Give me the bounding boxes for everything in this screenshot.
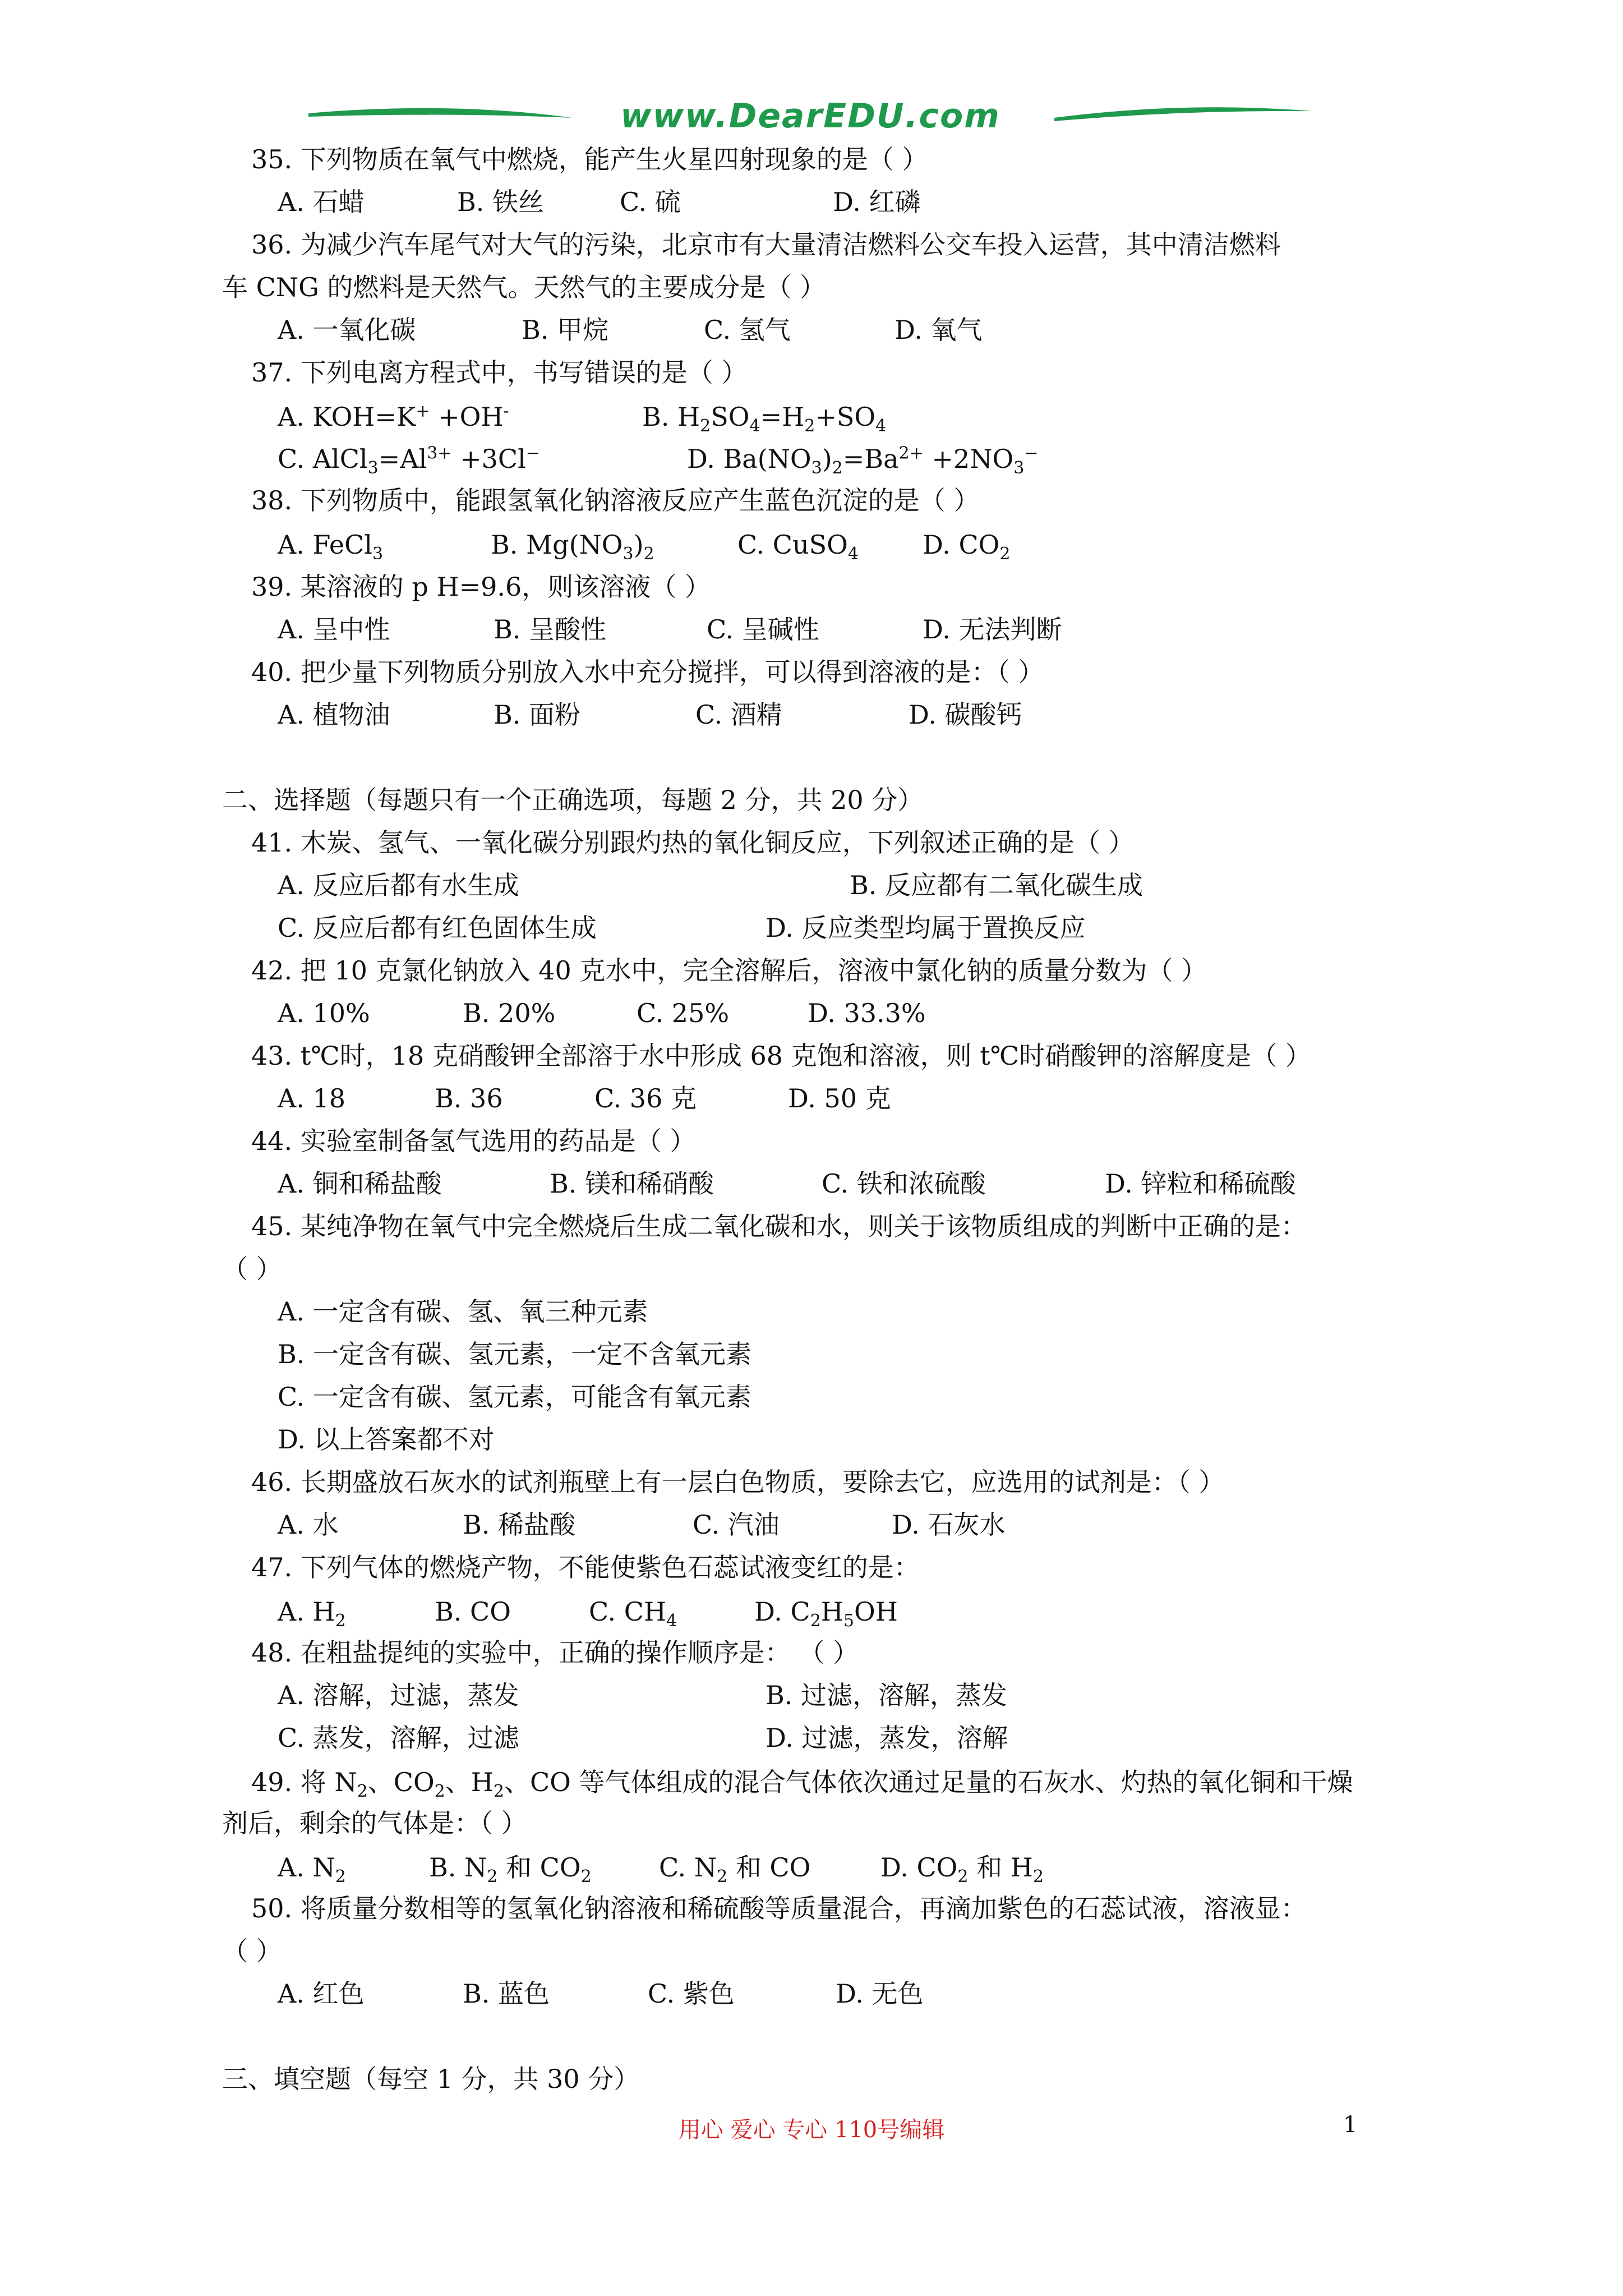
q42-options bbox=[278, 996, 926, 1030]
q37-options-row2 bbox=[278, 441, 1038, 476]
q38-stem: 38. 下列物质中，能跟氢氧化钠溶液反应产生蓝色沉淀的是（ ） bbox=[251, 485, 980, 516]
q37-option-a: A. KOH=K+ +OH- bbox=[278, 401, 509, 432]
section-3-heading: 三、填空题（每空 1 分，共 30 分） bbox=[222, 2064, 640, 2094]
q36-options bbox=[278, 312, 983, 347]
q50-option-c: C. 紫色 bbox=[648, 1978, 735, 2009]
q36-option-b: B. 甲烷 bbox=[522, 315, 609, 345]
q49-option-d: D. $CO_2$ 和 $H_2$ bbox=[880, 1852, 1044, 1887]
q35-stem: 35. 下列物质在氧气中燃烧，能产生火星四射现象的是（ ） bbox=[251, 144, 928, 174]
q35-option-a: A. 石蜡 bbox=[278, 187, 365, 217]
q41-option-a: A. 反应后都有水生成 bbox=[278, 870, 519, 900]
q37-options-row1 bbox=[278, 399, 886, 434]
q43-options bbox=[278, 1081, 891, 1116]
q41-option-d: D. 反应类型均属于置换反应 bbox=[766, 913, 1086, 943]
q35-option-b: B. 铁丝 bbox=[457, 187, 545, 217]
q50-option-d: D. 无色 bbox=[836, 1978, 924, 2009]
q42-stem: 42. 把 10 克氯化钠放入 40 克水中，完全溶解后，溶液中氯化钠的质量分数为（ ） bbox=[251, 955, 1207, 986]
q50-options bbox=[278, 1976, 924, 2011]
q45-option-c: C. 一定含有碳、氢元素，可能含有氧元素 bbox=[278, 1382, 751, 1412]
q40-option-c: C. 酒精 bbox=[695, 700, 782, 730]
q47-option-b: B. CO bbox=[435, 1596, 511, 1627]
site-header-logo bbox=[308, 95, 1312, 140]
q40-options bbox=[278, 697, 1022, 732]
q39-option-a: A. 呈中性 bbox=[278, 614, 390, 645]
section-2-heading: 二、选择题（每题只有一个正确选项，每题 2 分，共 20 分） bbox=[222, 785, 924, 815]
q44-stem: 44. 实验室制备氢气选用的药品是（ ） bbox=[251, 1126, 696, 1156]
q46-options bbox=[278, 1507, 1006, 1542]
q44-option-b: B. 镁和稀硝酸 bbox=[550, 1168, 714, 1199]
q49-stem-line1: 49. 将 $N_2$、$CO_2$、$H_2$、CO 等气体组成的混合气体依次通过足量的石灰水、灼热的氧化铜和干燥 bbox=[251, 1767, 1353, 1802]
q39-option-d: D. 无法判断 bbox=[923, 614, 1062, 645]
q38-option-c: C. CuSO$_4$ bbox=[737, 530, 859, 564]
q45-option-a: A. 一定含有碳、氢、氧三种元素 bbox=[278, 1296, 648, 1327]
q39-option-b: B. 呈酸性 bbox=[494, 614, 607, 645]
q50-option-a: A. 红色 bbox=[278, 1978, 365, 2009]
q46-option-a: A. 水 bbox=[278, 1510, 339, 1540]
q40-option-d: D. 碳酸钙 bbox=[909, 700, 1022, 730]
q38-option-d: D. $CO_2$ bbox=[923, 530, 1011, 564]
q42-option-c: C. 25% bbox=[637, 998, 730, 1028]
page-footer: 用心 爱心 专心 110号编辑 bbox=[678, 2117, 945, 2143]
q37-option-c: C. $AlCl_3=Al^{3+} +3Cl^-$ bbox=[278, 443, 540, 478]
site-name: www.DearEDU.com bbox=[620, 96, 1000, 136]
q48-options-row2 bbox=[278, 1720, 1008, 1755]
q47-options bbox=[278, 1594, 898, 1629]
q47-option-c: C. $CH_4$ bbox=[589, 1596, 677, 1631]
q43-stem: 43. t℃时，18 克硝酸钾全部溶于水中形成 68 克饱和溶液，则 t℃时硝酸钾的溶解度是（ ） bbox=[251, 1041, 1311, 1071]
q47-stem: 47. 下列气体的燃烧产物，不能使紫色石蕊试液变红的是： bbox=[251, 1552, 920, 1582]
q45-option-b: B. 一定含有碳、氢元素，一定不含氧元素 bbox=[278, 1339, 752, 1369]
q50-option-b: B. 蓝色 bbox=[463, 1978, 550, 2009]
q45-option-d: D. 以上答案都不对 bbox=[278, 1424, 495, 1455]
q42-option-b: B. 20% bbox=[463, 998, 556, 1028]
q40-stem: 40. 把少量下列物质分别放入水中充分搅拌，可以得到溶液的是：（ ） bbox=[251, 657, 1044, 687]
q44-option-c: C. 铁和浓硫酸 bbox=[822, 1168, 986, 1199]
q48-option-b: B. 过滤，溶解，蒸发 bbox=[766, 1680, 1008, 1710]
q46-option-b: B. 稀盐酸 bbox=[463, 1510, 576, 1540]
q41-options-row1 bbox=[278, 868, 1143, 903]
q38-options bbox=[278, 527, 1011, 562]
q46-option-d: D. 石灰水 bbox=[892, 1510, 1006, 1540]
q38-option-b: B. $Mg(NO_3)_2$ bbox=[491, 530, 654, 564]
q42-option-d: D. 33.3% bbox=[808, 998, 926, 1028]
q45-stem-line2: （ ） bbox=[222, 1254, 282, 1284]
q46-option-c: C. 汽油 bbox=[693, 1510, 780, 1540]
q41-options-row2 bbox=[278, 910, 1086, 945]
q37-option-b: B. $H_2SO_4=H_2+SO_4$ bbox=[642, 402, 887, 436]
q35-option-c: C. 硫 bbox=[620, 187, 681, 217]
q43-option-b: B. 36 bbox=[435, 1083, 503, 1114]
q43-option-a: A. 18 bbox=[278, 1083, 345, 1114]
q35-option-d: D. 红磷 bbox=[833, 187, 921, 217]
q48-option-c: C. 蒸发，溶解，过滤 bbox=[278, 1723, 519, 1753]
q48-option-a: A. 溶解，过滤，蒸发 bbox=[278, 1680, 519, 1710]
q35-options bbox=[278, 185, 921, 219]
q44-options bbox=[278, 1166, 1296, 1201]
q36-option-c: C. 氢气 bbox=[704, 315, 791, 345]
q37-option-d: D. $Ba(NO_3)_2=Ba^{2+} +2NO_3^-$ bbox=[687, 443, 1039, 478]
q45-stem-line1: 45. 某纯净物在氧气中完全燃烧后生成二氧化碳和水，则关于该物质组成的判断中正确的是： bbox=[251, 1211, 1307, 1241]
q50-stem-line2: （ ） bbox=[222, 1936, 282, 1966]
q36-stem-line1: 36. 为减少汽车尾气对大气的污染，北京市有大量清洁燃料公交车投入运营，其中清洁燃料 bbox=[251, 229, 1281, 260]
q39-stem: 39. 某溶液的 p H=9.6，则该溶液（ ） bbox=[251, 572, 711, 602]
q48-stem: 48. 在粗盐提纯的实验中，正确的操作顺序是： （ ） bbox=[251, 1637, 859, 1668]
q49-options bbox=[278, 1850, 1044, 1885]
q46-stem: 46. 长期盛放石灰水的试剂瓶壁上有一层白色物质，要除去它，应选用的试剂是：（ ） bbox=[251, 1467, 1225, 1497]
q41-stem: 41. 木炭、氢气、一氧化碳分别跟灼热的氧化铜反应，下列叙述正确的是（ ） bbox=[251, 827, 1135, 858]
q49-stem-line2: 剂后，剩余的气体是：（ ） bbox=[222, 1808, 527, 1838]
q43-option-c: C. 36 克 bbox=[594, 1083, 697, 1114]
q49-option-b: B. $N_2$ 和 $CO_2$ bbox=[429, 1852, 592, 1887]
q47-option-a: A. $H_2$ bbox=[278, 1596, 346, 1631]
q42-option-a: A. 10% bbox=[278, 998, 370, 1028]
q37-stem: 37. 下列电离方程式中，书写错误的是（ ） bbox=[251, 357, 748, 388]
q41-option-b: B. 反应都有二氧化碳生成 bbox=[850, 870, 1144, 900]
q48-option-d: D. 过滤，蒸发，溶解 bbox=[766, 1723, 1008, 1753]
q38-option-a: A. FeCl$_3$ bbox=[278, 530, 384, 564]
q43-option-d: D. 50 克 bbox=[788, 1083, 891, 1114]
q47-option-d: D. $C_2H_5OH$ bbox=[754, 1596, 898, 1631]
q36-option-d: D. 氧气 bbox=[895, 315, 983, 345]
q36-stem-line2: 车 CNG 的燃料是天然气。天然气的主要成分是（ ） bbox=[222, 272, 826, 302]
q44-option-d: D. 锌粒和稀硫酸 bbox=[1105, 1168, 1296, 1199]
q41-option-c: C. 反应后都有红色固体生成 bbox=[278, 913, 597, 943]
q36-option-a: A. 一氧化碳 bbox=[278, 315, 416, 345]
q48-options-row1 bbox=[278, 1678, 1007, 1713]
q40-option-a: A. 植物油 bbox=[278, 700, 390, 730]
q49-option-c: C. $N_2$ 和 CO bbox=[659, 1852, 811, 1887]
q50-stem-line1: 50. 将质量分数相等的氢氧化钠溶液和稀硫酸等质量混合，再滴加紫色的石蕊试液，溶液显： bbox=[251, 1893, 1307, 1924]
q39-option-c: C. 呈碱性 bbox=[707, 614, 819, 645]
q44-option-a: A. 铜和稀盐酸 bbox=[278, 1168, 442, 1199]
q39-options bbox=[278, 612, 1062, 647]
q40-option-b: B. 面粉 bbox=[494, 700, 581, 730]
q49-option-a: A. $N_2$ bbox=[278, 1852, 346, 1887]
page-number: 1 bbox=[1343, 2112, 1358, 2138]
